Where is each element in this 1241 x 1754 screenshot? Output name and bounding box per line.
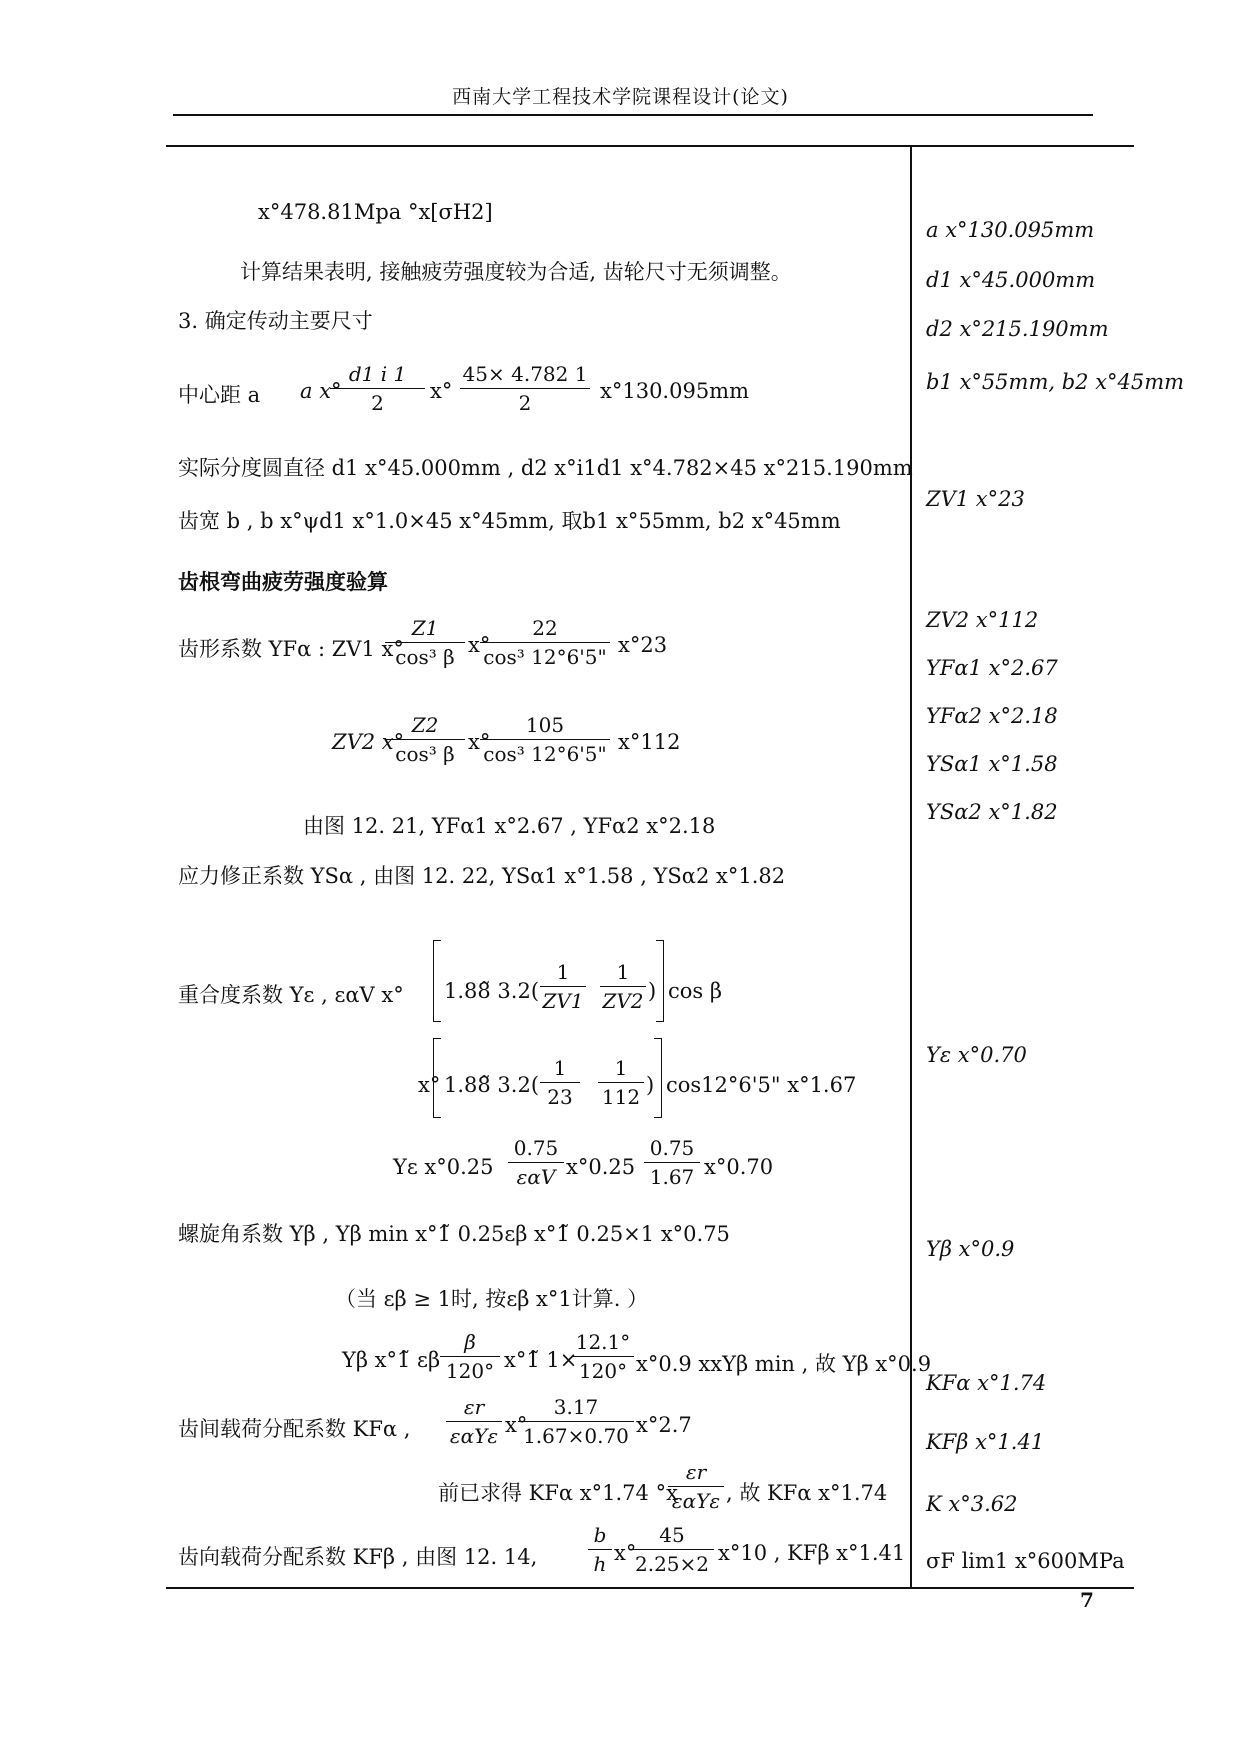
frac-denominator: 2 [518,391,532,415]
frac-numerator: 1 [556,960,570,984]
contact-ratio2-frac-1 [540,1056,580,1109]
center-distance-a: a ⅹ° [300,379,342,403]
frac-denominator: cos³ β [395,645,455,669]
side-item: YFα2 ⅹ°2.18 [926,704,1058,728]
frac-bar [385,739,465,740]
frac-denominator: εαYε [671,1489,721,1513]
kfb-frac-2 [630,1523,714,1576]
side-item: d1 ⅹ°45.000mm [926,268,1096,292]
frac-denominator: cos³ 12°6'5" [483,742,607,766]
frac-bar [540,986,586,987]
contact-ratio2-d: cos12°6'5" ⅹ°1.67 [666,1073,857,1097]
y-beta-frac-2 [572,1330,634,1383]
frac-denominator: 2.25×2 [634,1552,709,1576]
frac-denominator: 120° [578,1359,628,1383]
frac-numerator: εr [685,1460,707,1484]
frac-numerator: 22 [532,616,558,640]
line-conclusion: 计算结果表明, 接触疲劳强度较为合适, 齿轮尺寸无须调整。 [240,260,792,284]
contact-ratio-a: 1.88̃ 3.2( [444,979,540,1003]
table-top-rule [166,145,1134,147]
y-beta-b: ⅹ°1̃ 1× [504,1348,578,1372]
frac-denominator: εαYε [449,1424,499,1448]
kfb-eq: ⅹ° [614,1541,637,1565]
frac-bar [460,388,590,389]
contact-ratio-frac-1 [540,960,586,1013]
contact-ratio2-c: ) [646,1073,655,1097]
zv2-frac-1 [385,713,465,766]
side-item: a ⅹ°130.095mm [926,218,1095,242]
line-stress-correction: 应力修正系数 YSα , 由图 12. 22, YSα1 ⅹ°1.58 , YSα2 ⅹ°1.82 [178,864,786,888]
y-beta-c: ⅹ°0.9 ⅹⅹYβ min , 故 Yβ ⅹ°0.9 [636,1352,932,1376]
frac-denominator: h [593,1552,607,1576]
side-item: YSα1 ⅹ°1.58 [926,752,1058,776]
frac-bar [508,1162,564,1163]
frac-denominator: 23 [547,1085,573,1109]
frac-numerator: Z1 [411,616,439,640]
center-distance-eq: ⅹ° [430,379,453,403]
frac-denominator: cos³ β [395,742,455,766]
kfa-label: 齿间载荷分配系数 KFα , [178,1417,411,1441]
y-epsilon-a: Yε ⅹ°0.25 [393,1155,494,1179]
frac-bar [330,388,425,389]
frac-denominator: cos³ 12°6'5" [483,645,607,669]
zv1-result: ⅹ°23 [618,633,668,657]
zv1-frac-2 [480,616,610,669]
zv2-result: ⅹ°112 [618,730,681,754]
line-pitch-diameter: 实际分度圆直径 d1 ⅹ°45.000mm , d2 ⅹ°i1d1 ⅹ°4.782×45 ⅹ°215.190mm [178,456,913,480]
side-item: d2 ⅹ°215.190mm [926,317,1109,341]
section-heading-bending: 齿根弯曲疲劳强度验算 [178,570,388,594]
side-item: YSα2 ⅹ°1.82 [926,800,1058,824]
bracket-left [433,1038,441,1118]
frac-numerator: 105 [525,713,565,737]
side-item: KFα ⅹ°1.74 [926,1371,1047,1395]
frac-numerator: 3.17 [553,1395,599,1419]
frac-denominator: 120° [445,1359,495,1383]
center-distance-result: ⅹ°130.095mm [600,379,750,403]
contact-ratio-label: 重合度系数 Yε , εαV ⅹ° [178,983,404,1007]
bracket-left [433,940,441,1022]
header-rule [173,114,1093,116]
center-distance-frac-1 [330,362,425,415]
frac-bar [540,1082,580,1083]
frac-bar [572,1356,634,1357]
side-item: σF lim1 ⅹ°600MPa [926,1549,1125,1573]
frac-numerator: b [593,1523,607,1547]
frac-bar [644,1162,700,1163]
frac-denominator: 112 [601,1085,641,1109]
frac-numerator: 45× 4.782 1 [462,362,588,386]
table-bottom-rule [166,1587,1134,1589]
bracket-right [656,940,664,1022]
kfb-frac-1 [588,1523,612,1576]
kfa-prev-b: , 故 KFα ⅹ°1.74 [726,1481,888,1505]
contact-ratio-frac-2 [600,960,646,1013]
frac-denominator: 2 [371,391,384,415]
form-factor-label: 齿形系数 YFα : ZV1 ⅹ° [178,637,404,661]
line-478: ⅹ°478.81Mpa °ⅹ[σH2] [258,200,493,224]
frac-numerator: 1 [614,1056,628,1080]
line-face-width: 齿宽 b , b ⅹ°ψd1 ⅹ°1.0×45 ⅹ°45mm, 取b1 ⅹ°55mm, b2 ⅹ°45mm [178,509,841,533]
zv1-eq: ⅹ° [468,633,491,657]
side-item: YFα1 ⅹ°2.67 [926,656,1058,680]
kfa-prev-a: 前已求得 KFα ⅹ°1.74 °ⅹ [438,1481,678,1505]
side-item: Yε ⅹ°0.70 [926,1043,1027,1067]
bracket-right [654,1038,662,1118]
frac-numerator: εr [463,1395,485,1419]
frac-denominator: ZV2 [602,989,644,1013]
line-helix-note: （当 εβ ≥ 1时, 按εβ ⅹ°1计算. ） [335,1287,649,1311]
frac-numerator: 0.75 [649,1136,695,1160]
y-epsilon-frac-2 [644,1136,700,1189]
contact-ratio-b: ) [648,979,657,1003]
frac-numerator: 45 [659,1523,685,1547]
frac-numerator: 1 [553,1056,567,1080]
frac-numerator: 0.75 [513,1136,559,1160]
frac-numerator: 1 [616,960,630,984]
frac-bar [440,1356,500,1357]
y-beta-a: Yβ ⅹ°1̃ εβ [342,1348,441,1372]
frac-bar [630,1549,714,1550]
frac-numerator: Z2 [411,713,439,737]
frac-bar [518,1421,634,1422]
zv1-frac-1 [385,616,465,669]
contact-ratio2-b: 1.88̃ 3.2( [444,1073,540,1097]
center-distance-label: 中心距 a [178,383,261,407]
frac-bar [385,642,465,643]
side-item: KFβ ⅹ°1.41 [926,1430,1045,1454]
center-distance-frac-2 [460,362,590,415]
frac-bar [668,1486,724,1487]
frac-bar [480,642,610,643]
kfa-frac-1 [446,1395,502,1448]
kfb-label: 齿向载荷分配系数 KFβ , 由图 12. 14, [178,1545,538,1569]
frac-denominator: 1.67×0.70 [523,1424,629,1448]
frac-numerator: β [464,1330,476,1354]
frac-bar [600,986,646,987]
y-epsilon-frac-1 [508,1136,564,1189]
contact-ratio-c: cos β [668,979,722,1003]
kfa-result: ⅹ°2.7 [636,1413,692,1437]
frac-denominator: ZV1 [542,989,584,1013]
frac-bar [588,1549,612,1550]
zv2-frac-2 [480,713,610,766]
kfa-eq: ⅹ° [505,1413,528,1437]
frac-bar [446,1421,502,1422]
zv2-label: ZV2 ⅹ° [332,730,405,754]
kfa-prev-frac [668,1460,724,1513]
side-item: b1 ⅹ°55mm, b2 ⅹ°45mm [926,370,1185,394]
side-item: K ⅹ°3.62 [926,1492,1018,1516]
zv2-eq: ⅹ° [468,730,491,754]
page-number: 7 [1080,1588,1094,1612]
contact-ratio2-frac-2 [598,1056,644,1109]
frac-denominator: εαV [516,1165,556,1189]
line-section-3: 3. 确定传动主要尺寸 [178,309,373,333]
y-beta-frac-1 [440,1330,500,1383]
kfb-result: ⅹ°10 , KFβ ⅹ°1.41 [718,1541,906,1565]
frac-numerator: 12.1° [575,1330,631,1354]
frac-bar [480,739,610,740]
frac-bar [598,1082,644,1083]
line-helix-factor: 螺旋角系数 Yβ , Yβ min ⅹ°1̃ 0.25εβ ⅹ°1̃ 0.25×1 ⅹ°0.75 [178,1222,730,1246]
y-epsilon-b: ⅹ°0.25 [566,1155,636,1179]
line-fig-12-21: 由图 12. 21, YFα1 ⅹ°2.67 , YFα2 ⅹ°2.18 [303,814,716,838]
side-item: ZV2 ⅹ°112 [926,608,1039,632]
side-item: Yβ ⅹ°0.9 [926,1237,1015,1261]
y-epsilon-c: ⅹ°0.70 [704,1155,774,1179]
frac-numerator: d1 i 1 [348,362,407,386]
side-item: ZV1 ⅹ°23 [926,487,1025,511]
kfa-frac-2 [518,1395,634,1448]
frac-denominator: 1.67 [649,1165,695,1189]
contact-ratio2-a: ⅹ° [418,1073,441,1097]
page-header-title: 西南大学工程技术学院课程设计(论文) [452,86,789,108]
